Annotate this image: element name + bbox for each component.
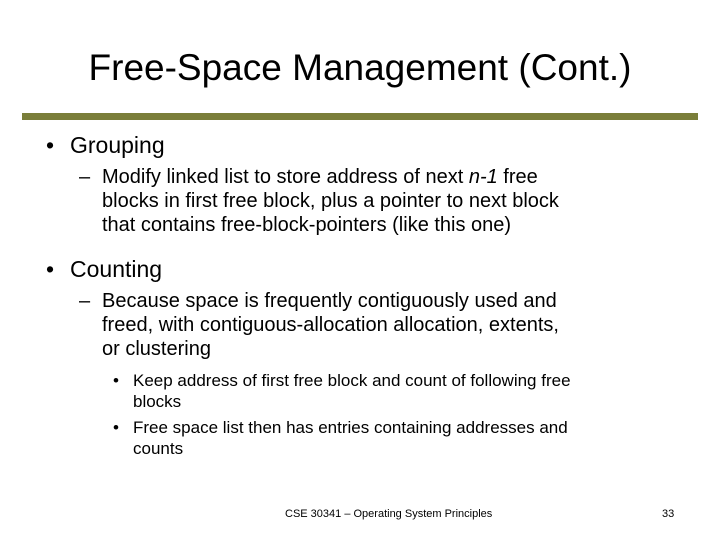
text-line: blocks (133, 392, 182, 411)
bullet-marker: • (46, 132, 55, 158)
text-line: or clustering (102, 338, 211, 360)
sub-bullet-text (102, 289, 559, 361)
italic-term: n-1 (468, 166, 498, 188)
text-segment: free (497, 166, 538, 188)
text-line: blocks in first free block, plus a pointer to next block (102, 190, 559, 212)
footer-course: CSE 30341 – Operating System Principles (285, 508, 493, 520)
dash-marker: – (79, 166, 91, 188)
sub-sub-bullet-text (133, 370, 571, 412)
bullet-marker: • (113, 371, 119, 390)
text-segment: Modify linked list to store address of next (102, 166, 469, 188)
bullet-counting-label: Counting (70, 256, 163, 282)
sub-bullet-text (102, 165, 559, 237)
dash-marker: – (79, 290, 91, 312)
slide-title: Free-Space Management (Cont.) (88, 47, 632, 88)
bullet-marker: • (113, 418, 119, 437)
text-line (102, 165, 559, 189)
bullet-grouping-label: Grouping (70, 132, 165, 158)
text-line: counts (133, 439, 184, 458)
title-rule (22, 113, 698, 120)
text-line: Keep address of first free block and count of following free (133, 371, 571, 390)
text-line: Free space list then has entries containing addresses and (133, 418, 568, 437)
footer-page-number: 33 (662, 508, 675, 520)
text-line: Because space is frequently contiguously used and (102, 290, 557, 312)
text-line: that contains free-block-pointers (like this one) (102, 214, 512, 236)
sub-sub-bullet-text (133, 417, 568, 459)
bullet-marker: • (46, 256, 55, 282)
text-line: freed, with contiguous-allocation allocation, extents, (102, 314, 559, 336)
